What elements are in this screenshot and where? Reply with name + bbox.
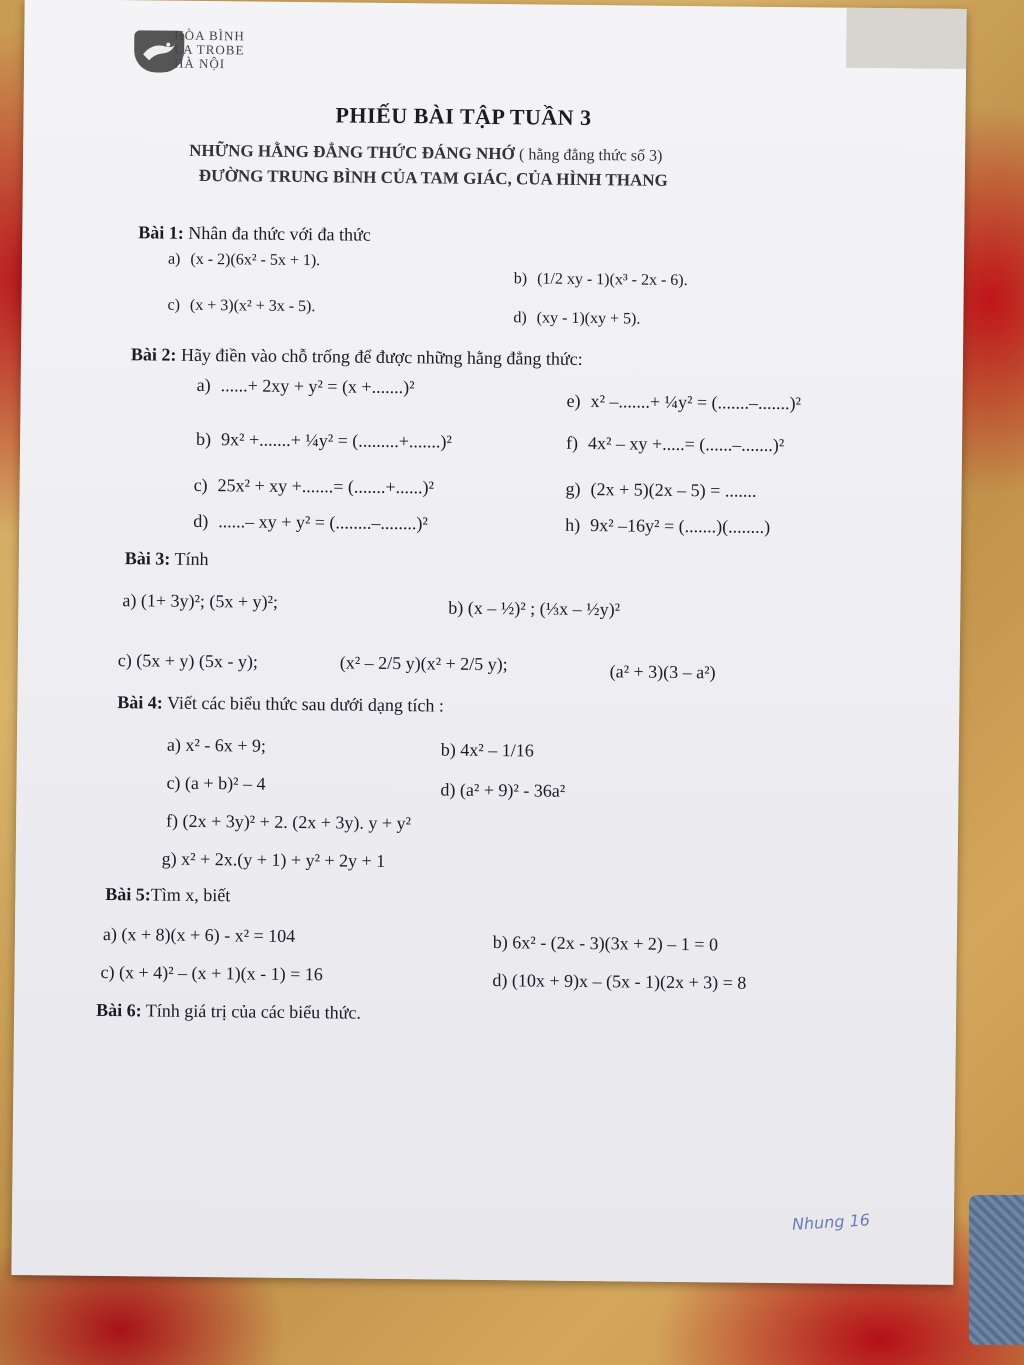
exercise-6-heading xyxy=(96,1000,361,1024)
item-expression: 9x² +.......+ ¼y² = (.........+.......)² xyxy=(221,429,452,452)
exercise-number: Bài 4: xyxy=(117,692,163,713)
exercise-4d xyxy=(440,780,565,802)
exercise-3-heading xyxy=(125,548,209,570)
item-label: b) xyxy=(440,739,456,760)
item-expression: x² - 6x + 9; xyxy=(185,734,267,756)
item-expression: 4x² – 1/16 xyxy=(460,739,534,761)
item-expression: (1+ 3y)²; (5x + y)²; xyxy=(140,590,279,612)
item-expression: 4x² – xy +.....= (......–.......)² xyxy=(587,433,785,456)
item-label: h) xyxy=(565,514,581,535)
exercise-number: Bài 6: xyxy=(96,999,142,1021)
item-label: d) xyxy=(440,779,456,800)
item-label: d) xyxy=(513,309,527,327)
exercise-4f xyxy=(166,811,411,835)
item-label: b) xyxy=(196,428,212,450)
item-label: a) xyxy=(166,734,181,755)
exercise-5d xyxy=(492,970,746,994)
item-label: c) xyxy=(166,772,181,793)
item-expression: x² –.......+ ¼y² = (.......–.......)² xyxy=(590,391,802,414)
exercise-4-heading xyxy=(117,692,444,716)
item-label: b) xyxy=(492,932,508,953)
item-expression: (10x + 9)x – (5x - 1)(2x + 3) = 8 xyxy=(511,970,747,993)
exercise-1-heading xyxy=(138,222,371,245)
item-label: a) xyxy=(196,374,211,396)
item-label: e) xyxy=(566,390,581,411)
item-label: c) xyxy=(193,474,208,496)
exercise-1b xyxy=(514,270,688,290)
exercise-4c xyxy=(166,773,265,795)
exercise-2f xyxy=(566,433,784,456)
item-label: b) xyxy=(448,597,464,618)
exercise-number: Bài 3: xyxy=(124,548,171,569)
item-expression: x² + 2x.(y + 1) + y² + 2y + 1 xyxy=(181,848,386,871)
item-label: g) xyxy=(565,478,581,499)
item-expression: 6x² - (2x - 3)(3x + 2) – 1 = 0 xyxy=(512,932,719,955)
exercise-3c-second: (x² – 2/5 y)(x² + 2/5 y); xyxy=(339,652,508,675)
exercise-number: Bài 1: xyxy=(138,222,184,243)
worksheet-title: PHIẾU BÀI TẬP TUẦN 3 xyxy=(335,102,592,131)
worksheet-subtitle-line1 xyxy=(189,141,662,166)
exercise-instruction: Hãy điền vào chỗ trống để được những hằng đẳng thức: xyxy=(180,344,583,369)
exercise-1a xyxy=(168,251,320,271)
item-label: d) xyxy=(193,510,209,532)
item-expression: ......+ 2xy + y² = (x +.......)² xyxy=(220,375,415,398)
exercise-5a xyxy=(103,924,296,947)
item-label: a) xyxy=(122,590,137,611)
exercise-5-heading xyxy=(105,884,230,906)
exercise-number: Bài 5: xyxy=(105,883,151,905)
item-label: f) xyxy=(565,432,579,453)
exercise-instruction: Tính xyxy=(174,548,209,570)
item-label: f) xyxy=(166,810,179,831)
exercise-3c xyxy=(118,650,258,672)
exercise-4a xyxy=(167,735,266,757)
exercise-instruction: Viết các biểu thức sau dưới dạng tích : xyxy=(166,692,445,716)
item-label: c) xyxy=(117,650,132,671)
item-expression: (a + b)² – 4 xyxy=(184,772,266,794)
item-label: a) xyxy=(167,250,181,268)
exercise-3b xyxy=(448,598,620,621)
exercise-5c xyxy=(100,962,323,985)
paper-corner xyxy=(846,8,967,69)
item-label: c) xyxy=(100,961,115,983)
handwritten-signature: Nhung 16 xyxy=(791,1210,871,1234)
exercise-3c-third: (a² + 3)(3 – a²) xyxy=(609,661,716,683)
school-name xyxy=(174,29,245,72)
item-label: a) xyxy=(102,923,118,945)
item-expression: (x + 8)(x + 6) - x² = 104 xyxy=(121,924,296,946)
item-expression: (2x + 5)(2x – 5) = ....... xyxy=(590,479,757,501)
exercise-2d xyxy=(193,511,428,534)
exercise-2e xyxy=(566,391,801,414)
subtitle-main: NHỮNG HẰNG ĐẲNG THỨC ĐÁNG NHỚ xyxy=(189,140,515,164)
school-name-line: HÀ NỘI xyxy=(173,55,226,72)
exercise-4b xyxy=(441,740,534,762)
item-expression: (x – ½)² ; (⅓x – ½y)² xyxy=(467,597,621,620)
exercise-5b xyxy=(493,932,718,955)
exercise-instruction: Nhân đa thức với đa thức xyxy=(188,222,371,245)
exercise-4g xyxy=(162,849,386,872)
exercise-2b xyxy=(196,429,452,453)
exercise-instruction: Tính giá trị của các biểu thức. xyxy=(145,1000,362,1023)
exercise-2c xyxy=(194,475,435,499)
item-expression: 25x² + xy +.......= (.......+......)² xyxy=(217,475,435,498)
school-name-line: HÒA BÌNH xyxy=(174,27,245,44)
exercise-number: Bài 2: xyxy=(130,344,177,365)
worksheet-paper xyxy=(11,0,966,1285)
exercise-3a xyxy=(122,590,278,613)
exercise-2a xyxy=(197,375,415,398)
item-expression: ......– xy + y² = (........–........)² xyxy=(218,511,428,534)
item-label: g) xyxy=(161,848,177,869)
exercise-1d xyxy=(513,309,640,328)
item-expression: (x - 2)(6x² - 5x + 1). xyxy=(190,250,321,270)
item-expression: 9x² –16y² = (.......)(........) xyxy=(590,515,771,537)
exercise-2h xyxy=(565,515,770,538)
exercise-2g xyxy=(565,479,756,502)
item-expression: (1/2 xy - 1)(x³ - 2x - 6). xyxy=(537,270,688,290)
school-name-line: LA TROBE xyxy=(174,41,245,58)
exercise-1c xyxy=(167,297,315,317)
item-expression: (xy - 1)(xy + 5). xyxy=(536,309,641,328)
item-expression: (5x + y) (5x - y); xyxy=(136,650,258,672)
exercise-instruction: Tìm x, biết xyxy=(150,884,231,906)
item-expression: (a² + 9)² - 36a² xyxy=(459,779,566,801)
item-label: d) xyxy=(492,970,508,991)
item-label: c) xyxy=(167,296,181,314)
worksheet-subtitle-line2: ĐƯỜNG TRUNG BÌNH CỦA TAM GIÁC, CỦA HÌNH THANG xyxy=(198,165,668,190)
exercise-2-heading xyxy=(131,344,583,370)
item-label: b) xyxy=(513,270,528,288)
item-expression: (x + 3)(x² + 3x - 5). xyxy=(189,296,316,316)
item-expression: (2x + 3y)² + 2. (2x + 3y). y + y² xyxy=(182,810,412,834)
subtitle-paren: ( hằng đẳng thức số 3) xyxy=(518,146,663,165)
item-expression: (x + 4)² – (x + 1)(x - 1) = 16 xyxy=(118,962,323,985)
background-fabric xyxy=(969,1195,1024,1345)
